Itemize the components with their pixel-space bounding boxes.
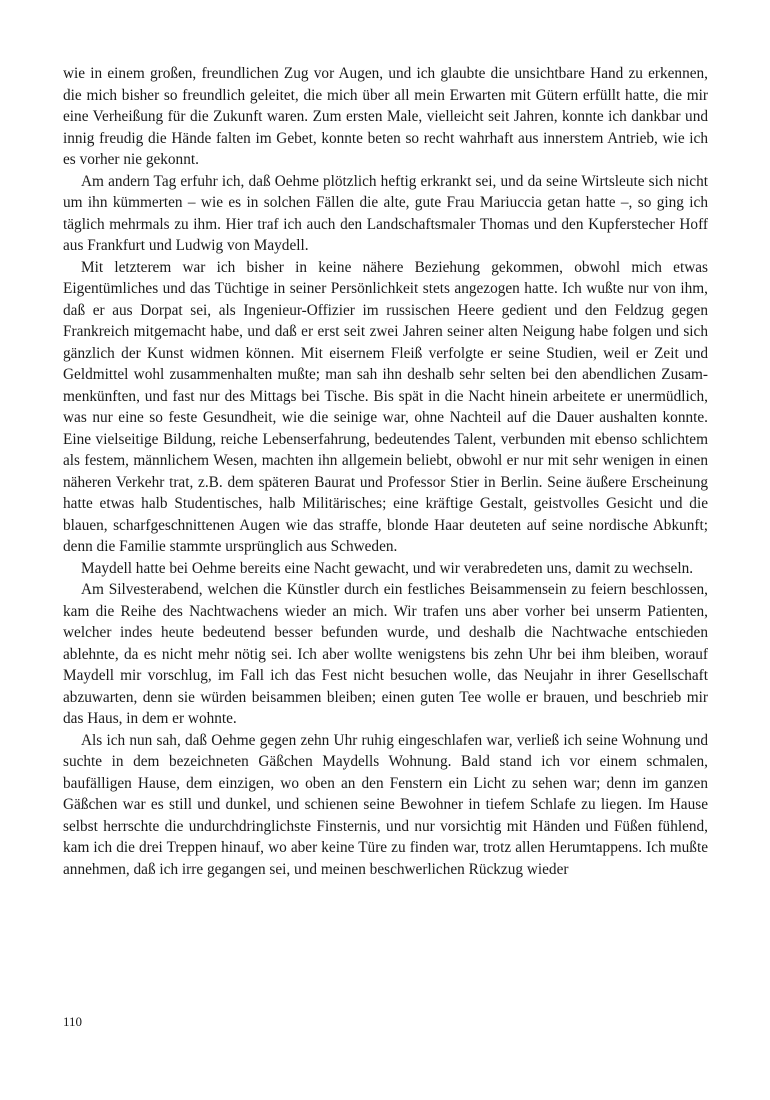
paragraph: Am andern Tag erfuhr ich, daß Oehme plötzlich heftig erkrankt sei, und da seine Wirtsleute sich nicht um ihn kümmerten – wie es in solchen Fällen die alte, gute Frau Mariuccia getan hatte –, so ging ich täglich mehrmals zu ihm. Hier traf ich auch den Landschaftsmaler Thomas und den Kupferstecher Hoff aus Frankfurt und Ludwig von Maydell. xyxy=(63,172,708,254)
body-text xyxy=(63,63,708,880)
paragraph: wie in einem großen, freundlichen Zug vor Augen, und ich glaubte die unsichtbare Hand zu erkennen, die mich bisher so freundlich geleitet, die mich über all mein Erwarten mit Gütern erfüllt hatte, die mir eine Verheißung für die Zukunft waren. Zum ersten Male, vielleicht seit Jahren, konnte ich dankbar und innig freudig die Hände falten im Gebet, konnte beten so recht wahrhaft aus innerstem Antrieb, wie ich es vorher nie gekonnt. xyxy=(63,65,708,168)
book-page xyxy=(63,63,708,1063)
paragraph: Als ich nun sah, daß Oehme gegen zehn Uhr ruhig eingeschlafen war, verließ ich seine Wohnung und suchte in dem bezeichneten Gäßchen Maydells Wohnung. Bald stand ich vor einem schmalen, baufälligen Hause, dem einzigen, wo oben an den Fenstern ein Licht zu sehen war; denn im ganzen Gäßchen war es still und dunkel, und schienen seine Bewohner in tiefem Schlafe zu liegen. Im Hause selbst herrschte die undurchdringlichste Finsternis, und nur vorsichtig mit Händen und Füßen fühlend, kam ich die drei Treppen hinauf, wo aber keine Türe zu finden war, trotz allen Herumtappens. Ich mußte annehmen, daß ich irre gegangen sei, und meinen beschwerlichen Rückzug wieder xyxy=(63,731,708,878)
paragraph: Am Silvesterabend, welchen die Künstler durch ein festliches Beisammensein zu feiern beschlossen, kam die Reihe des Nachtwachens wieder an mich. Wir trafen uns aber vorher bei unserm Patienten, welcher indes heute bedeutend besser befunden wurde, und deshalb die Nachtwache entschieden ablehnte, da es nicht mehr nötig sei. Ich aber wollte wenigstens bis zehn Uhr bei ihm bleiben, worauf Maydell mir vorschlug, im Fall ich das Fest nicht besuchen wolle, das Neujahr in ihrer Gesellschaft abzuwarten, denn sie würden beisammen bleiben; einen guten Tee wolle er brauen, und beschrieb mir das Haus, in dem er wohnte. xyxy=(63,581,708,727)
page-number: 110 xyxy=(63,1014,83,1029)
paragraph: Mit letzterem war ich bisher in keine nähere Beziehung gekommen, obwohl mich etwas Eigentümliches und das Tüchtige in seiner Persönlichkeit stets angezogen hatte. Ich wußte nur von ihm, daß er aus Dorpat sei, als Ingenieur-Offizier im russischen Heere gedient und den Feldzug gegen Frankreich mitgemacht habe, und daß er erst seit zwei Jahren seiner alten Neigung habe folgen und sich gänzlich der Kunst widmen können. Mit eisernem Fleiß verfolgte er seine Studien, weil er Zeit und Geldmittel wohl zusammenhalten mußte; man sah ihn deshalb sehr selten bei den abendlichen Zusammenkünften, und fast nur des Mittags bei Tische. Bis spät in die Nacht hinein arbeitete er unermüdlich, was nur eine so feste Gesundheit, wie die seinige war, ohne Nachteil auf die Dauer aushalten konnte. Eine vielseitige Bildung, reiche Lebenserfahrung, bedeutendes Talent, verbunden mit ebenso schlichtem als festem, männlichem Wesen, machten ihn allgemein beliebt, obwohl er nur mit sehr wenigen in einen näheren Verkehr trat, z.B. dem späteren Baurat und Professor Stier in Berlin. Seine äußere Erscheinung hatte etwas halb Studentisches, halb Militärisches; eine kräftige Gestalt, geistvolles Gesicht und die blauen, scharfgeschnittenen Augen wie das straffe, blonde Haar deuteten auf seine nordische Abkunft; denn die Familie stammte ursprünglich aus Schweden. xyxy=(63,258,708,555)
paragraph: Maydell hatte bei Oehme bereits eine Nacht gewacht, und wir verabredeten uns, damit zu wechseln. xyxy=(81,559,694,577)
